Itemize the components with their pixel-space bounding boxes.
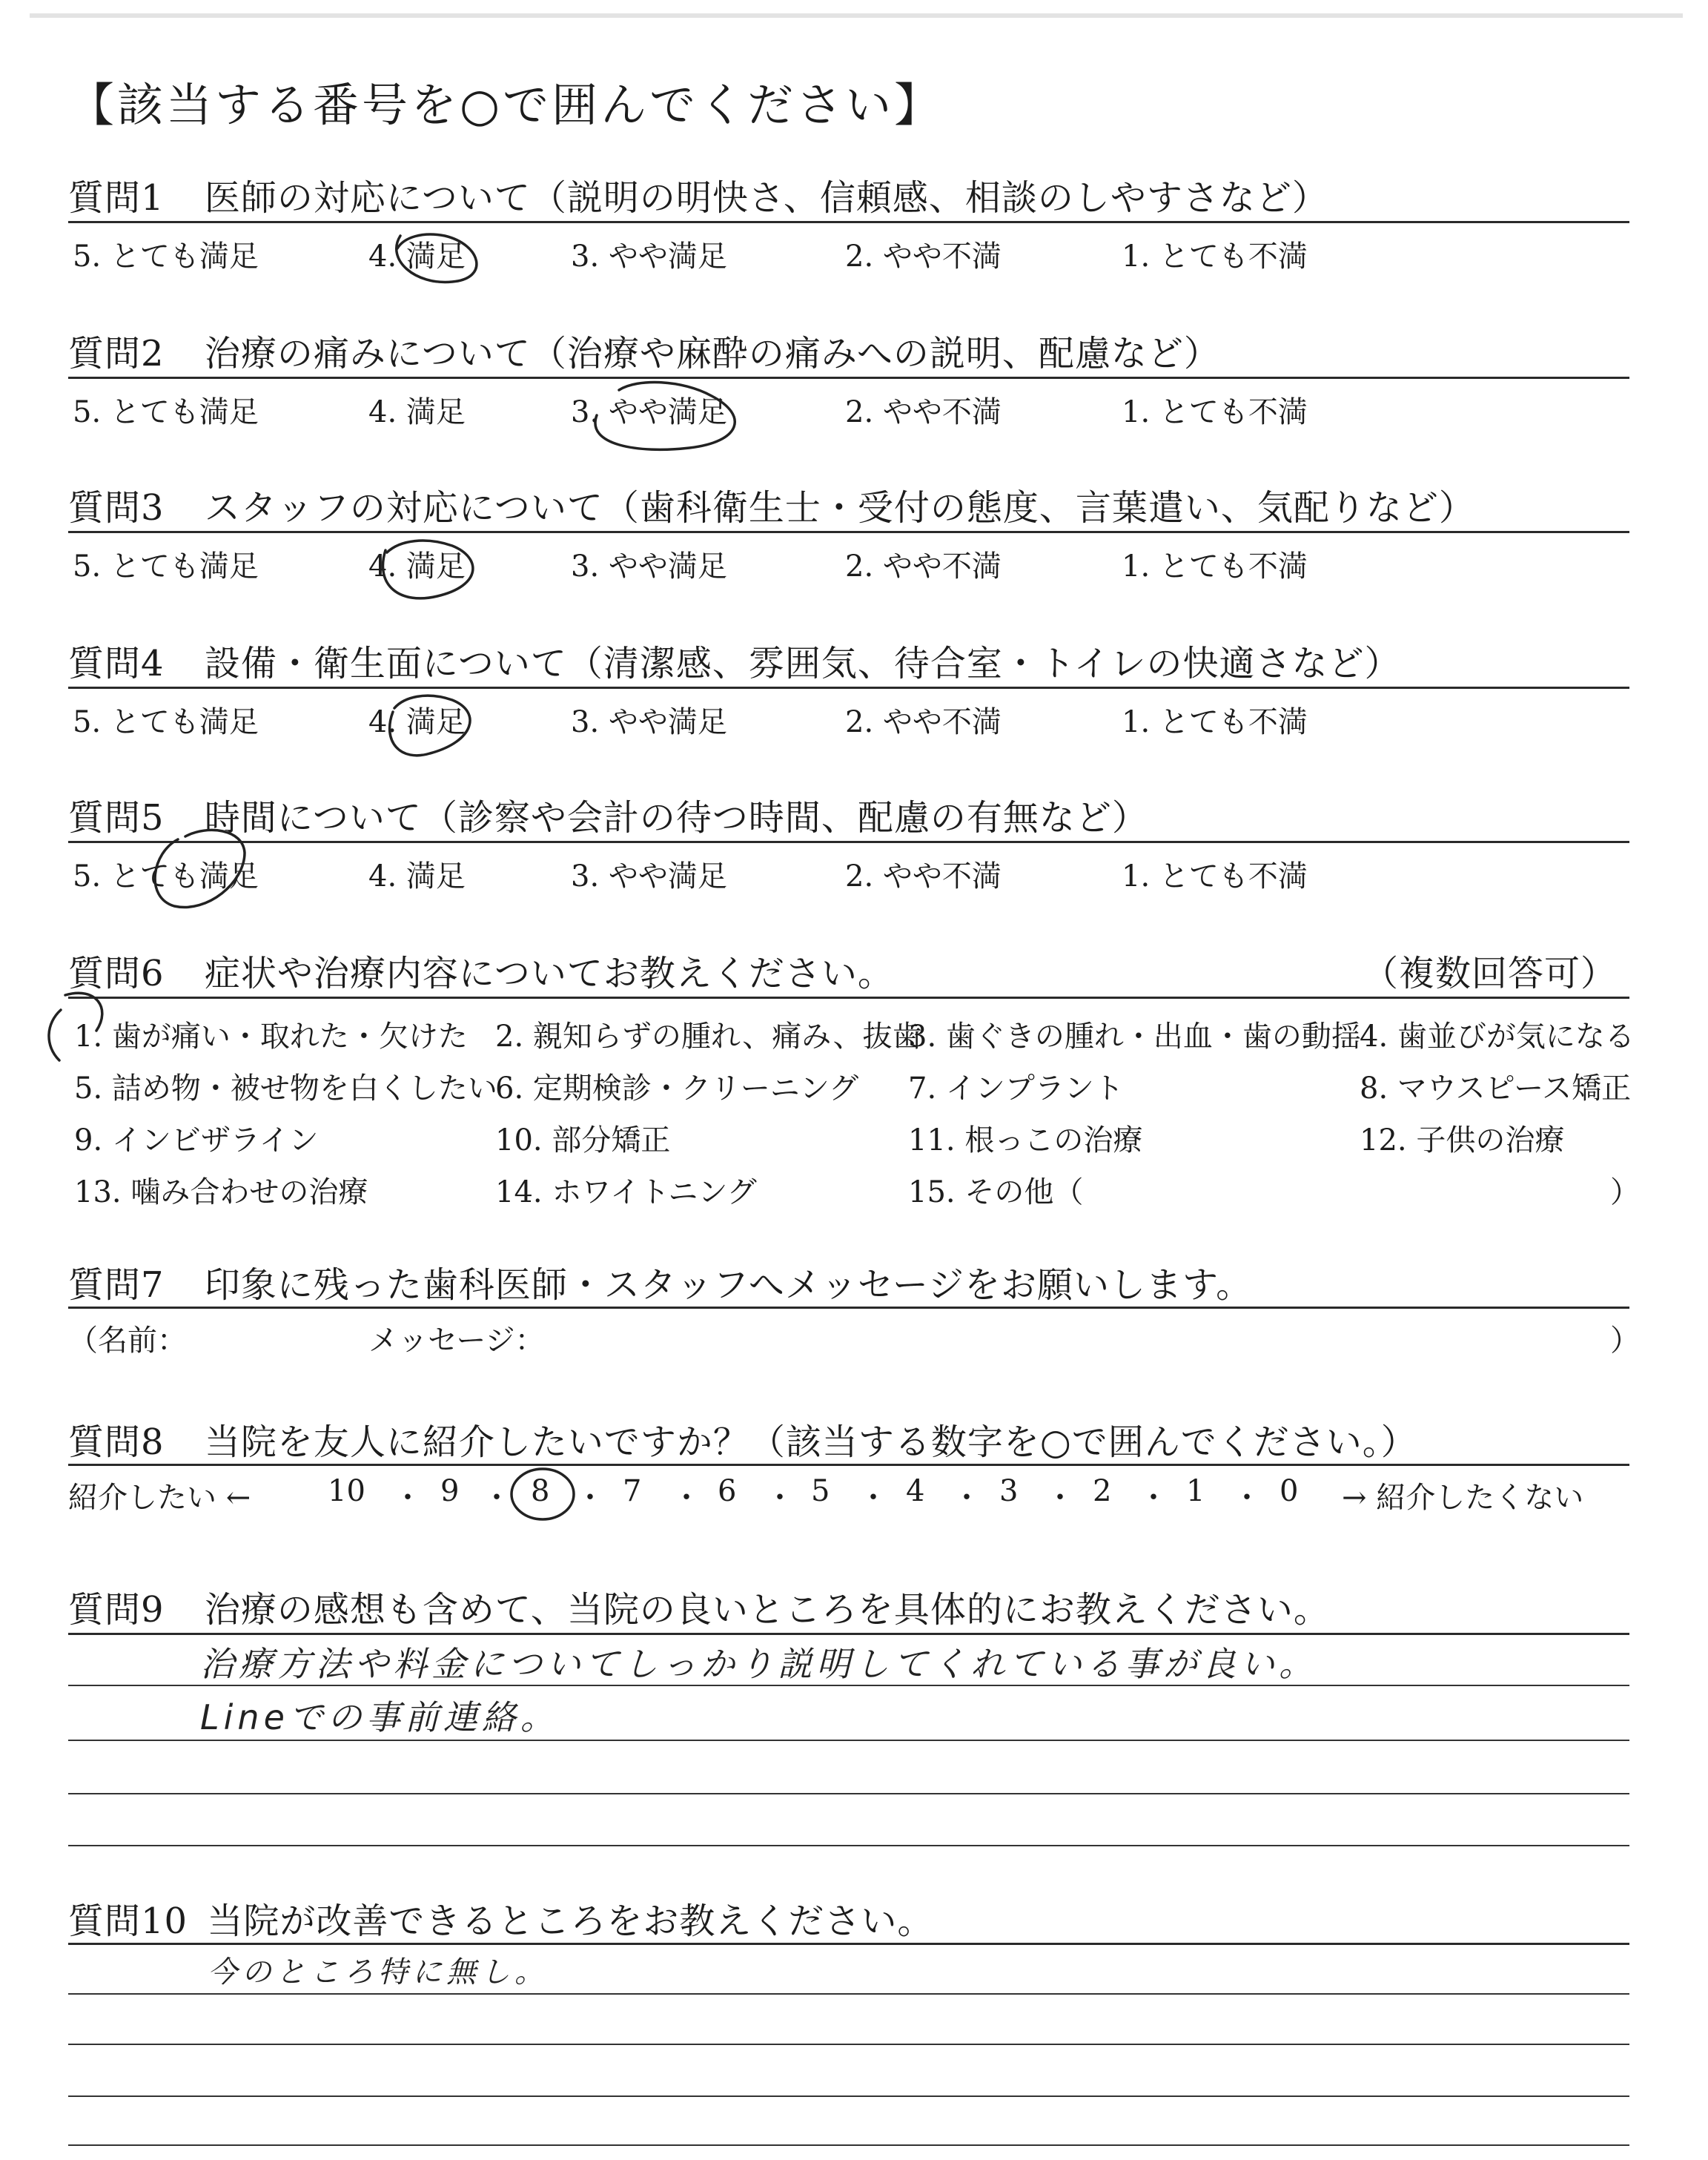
q3-option-1[interactable]: 1. とても不満	[1122, 549, 1308, 584]
q7-name-label: （名前：	[68, 1324, 187, 1358]
question-9-rule	[68, 1633, 1629, 1635]
question-5-text: 時間について（診察や会計の待つ時間、配慮の有無など）	[204, 797, 1148, 839]
q6-option-6[interactable]: 6. 定期検診・クリーニング	[495, 1071, 859, 1106]
writing-line	[68, 1845, 1629, 1846]
q6-option-5[interactable]: 5. 詰め物・被せ物を白くしたい	[74, 1071, 497, 1106]
question-10-rule	[68, 1943, 1629, 1945]
q6-option-2[interactable]: 2. 親知らずの腫れ、痛み、抜歯	[495, 1020, 922, 1054]
q6-option-4[interactable]: 4. 歯並びが気になる	[1360, 1020, 1635, 1054]
question-4-label: 質問4	[68, 643, 165, 684]
q2-option-4[interactable]: 4. 満足	[368, 395, 466, 429]
question-7-label: 質問7	[68, 1264, 165, 1306]
q3-option-5[interactable]: 5. とても満足	[73, 549, 259, 584]
question-10-label: 質問10	[68, 1900, 188, 1942]
question-6	[68, 945, 894, 996]
scan-top-edge	[30, 13, 1683, 18]
question-9-label: 質問9	[68, 1589, 165, 1631]
question-8-rule	[68, 1464, 1629, 1466]
question-4	[68, 635, 1400, 686]
q8-sep: ・	[393, 1481, 423, 1515]
q3-option-3[interactable]: 3. やや満足	[571, 549, 727, 584]
q6-option-14[interactable]: 14. ホワイトニング	[495, 1175, 757, 1209]
question-5-label: 質問5	[68, 797, 165, 839]
q3-option-2[interactable]: 2. やや不満	[845, 549, 1002, 584]
q6-option-3[interactable]: 3. 歯ぐきの腫れ・出血・歯の動揺	[908, 1020, 1361, 1054]
q4-option-5[interactable]: 5. とても満足	[73, 705, 259, 739]
question-3	[68, 479, 1475, 530]
q6-option-9[interactable]: 9. インビザライン	[74, 1123, 319, 1157]
q8-sep: ・	[672, 1481, 701, 1515]
q6-option-15-close: ）	[1610, 1175, 1640, 1209]
q1-option-3[interactable]: 3. やや満足	[571, 240, 727, 274]
q3-option-4[interactable]: 4. 満足	[368, 549, 466, 584]
question-4-rule	[68, 687, 1629, 689]
q6-option-7[interactable]: 7. インプラント	[908, 1071, 1124, 1106]
writing-line	[68, 2144, 1629, 2146]
q6-option-11[interactable]: 11. 根っこの治療	[908, 1123, 1143, 1157]
q8-score-5[interactable]: 5	[811, 1474, 830, 1508]
q1-option-5[interactable]: 5. とても満足	[73, 240, 259, 274]
q4-option-2[interactable]: 2. やや不満	[845, 705, 1002, 739]
q4-option-3[interactable]: 3. やや満足	[571, 705, 727, 739]
q6-option-8[interactable]: 8. マウスピース矯正	[1360, 1071, 1632, 1106]
question-8-label: 質問8	[68, 1421, 165, 1463]
q8-score-2[interactable]: 2	[1093, 1474, 1112, 1508]
q5-option-4[interactable]: 4. 満足	[368, 859, 466, 894]
q7-message-label: メッセージ：	[368, 1324, 545, 1358]
question-1-label: 質問1	[68, 177, 165, 219]
q8-score-1[interactable]: 1	[1186, 1474, 1205, 1508]
q8-sep: ・	[1139, 1481, 1168, 1515]
q8-sep: ・	[952, 1481, 982, 1515]
q9-answer-line-1: 治療方法や料金についてしっかり説明してくれている事が良い。	[200, 1644, 1318, 1684]
q1-option-1[interactable]: 1. とても不満	[1122, 240, 1308, 274]
question-2-label: 質問2	[68, 333, 165, 374]
question-3-text: スタッフの対応について（歯科衛生士・受付の態度、言葉遣い、気配りなど）	[204, 487, 1475, 529]
question-3-label: 質問3	[68, 487, 165, 529]
q1-option-4[interactable]: 4. 満足	[368, 240, 466, 274]
question-3-rule	[68, 531, 1629, 533]
q8-sep: ・	[575, 1481, 605, 1515]
q6-option-10[interactable]: 10. 部分矯正	[495, 1123, 671, 1157]
writing-line	[68, 2095, 1629, 2097]
question-1-rule	[68, 221, 1629, 223]
q5-option-2[interactable]: 2. やや不満	[845, 859, 1002, 894]
question-5-rule	[68, 841, 1629, 843]
question-6-rule	[68, 997, 1629, 999]
q8-sep: ・	[765, 1481, 795, 1515]
q8-sep: ・	[1045, 1481, 1075, 1515]
writing-line	[68, 1685, 1629, 1686]
q8-left-label: 紹介したい ←	[68, 1481, 251, 1515]
question-7	[68, 1256, 1252, 1307]
question-8-text: 当院を友人に紹介したいですか？（該当する数字を○で囲んでください。）	[204, 1421, 1417, 1463]
writing-line	[68, 1740, 1629, 1741]
page-title: 【該当する番号を○で囲んでください】	[68, 78, 944, 132]
q8-sep: ・	[1232, 1481, 1262, 1515]
question-5	[68, 789, 1148, 840]
question-7-rule	[68, 1307, 1629, 1309]
q8-score-7[interactable]: 7	[623, 1474, 642, 1508]
question-7-text: 印象に残った歯科医師・スタッフへメッセージをお願いします。	[204, 1264, 1253, 1306]
q2-option-1[interactable]: 1. とても不満	[1122, 395, 1308, 429]
q6-option-1[interactable]: 1. 歯が痛い・取れた・欠けた	[74, 1020, 468, 1054]
q2-option-2[interactable]: 2. やや不満	[845, 395, 1002, 429]
q10-answer-line-1: 今のところ特に無し。	[208, 1955, 549, 1989]
q8-right-label: → 紹介したくない	[1342, 1481, 1584, 1515]
q4-option-4[interactable]: 4. 満足	[368, 705, 466, 739]
question-6-note: （複数回答可）	[1363, 953, 1618, 994]
q8-score-3[interactable]: 3	[999, 1474, 1019, 1508]
question-10	[68, 1892, 933, 1943]
question-4-text: 設備・衛生面について（清潔感、雰囲気、待合室・トイレの快適さなど）	[204, 643, 1401, 684]
q2-option-5[interactable]: 5. とても満足	[73, 395, 259, 429]
q5-option-3[interactable]: 3. やや満足	[571, 859, 727, 894]
q7-close: ）	[1610, 1324, 1640, 1358]
q4-option-1[interactable]: 1. とても不満	[1122, 705, 1308, 739]
q1-option-2[interactable]: 2. やや不満	[845, 240, 1002, 274]
question-2	[68, 325, 1220, 376]
q8-score-6[interactable]: 6	[718, 1474, 737, 1508]
q8-score-8[interactable]: 8	[531, 1474, 550, 1508]
q6-option-12[interactable]: 12. 子供の治療	[1360, 1123, 1565, 1157]
q8-sep: ・	[482, 1481, 512, 1515]
question-1	[68, 169, 1328, 220]
writing-line	[68, 1793, 1629, 1794]
question-10-text: 当院が改善できるところをお教えください。	[207, 1900, 934, 1942]
q8-sep: ・	[858, 1481, 888, 1515]
q8-score-4[interactable]: 4	[906, 1474, 925, 1508]
q6-option-15[interactable]: 15. その他（	[908, 1175, 1084, 1209]
question-6-text: 症状や治療内容についてお教えください。	[204, 953, 894, 994]
question-6-label: 質問6	[68, 953, 165, 994]
question-9	[68, 1581, 1330, 1632]
question-2-rule	[68, 377, 1629, 379]
question-1-text: 医師の対応について（説明の明快さ、信頼感、相談のしやすさなど）	[204, 177, 1328, 219]
q2-option-3[interactable]: 3. やや満足	[571, 395, 727, 429]
q5-option-5[interactable]: 5. とても満足	[73, 859, 259, 894]
question-8	[68, 1413, 1417, 1464]
q5-option-1[interactable]: 1. とても不満	[1122, 859, 1308, 894]
writing-line	[68, 1993, 1629, 1995]
question-2-text: 治療の痛みについて（治療や麻酔の痛みへの説明、配慮など）	[204, 333, 1220, 374]
q8-score-0[interactable]: 0	[1280, 1474, 1299, 1508]
writing-line	[68, 2044, 1629, 2045]
q9-answer-line-2: Lineでの事前連絡。	[200, 1697, 559, 1737]
q8-score-10[interactable]: 10	[328, 1474, 365, 1508]
q8-score-9[interactable]: 9	[440, 1474, 460, 1508]
question-9-text: 治療の感想も含めて、当院の良いところを具体的にお教えください。	[204, 1589, 1330, 1631]
q6-option-13[interactable]: 13. 噛み合わせの治療	[74, 1175, 368, 1209]
